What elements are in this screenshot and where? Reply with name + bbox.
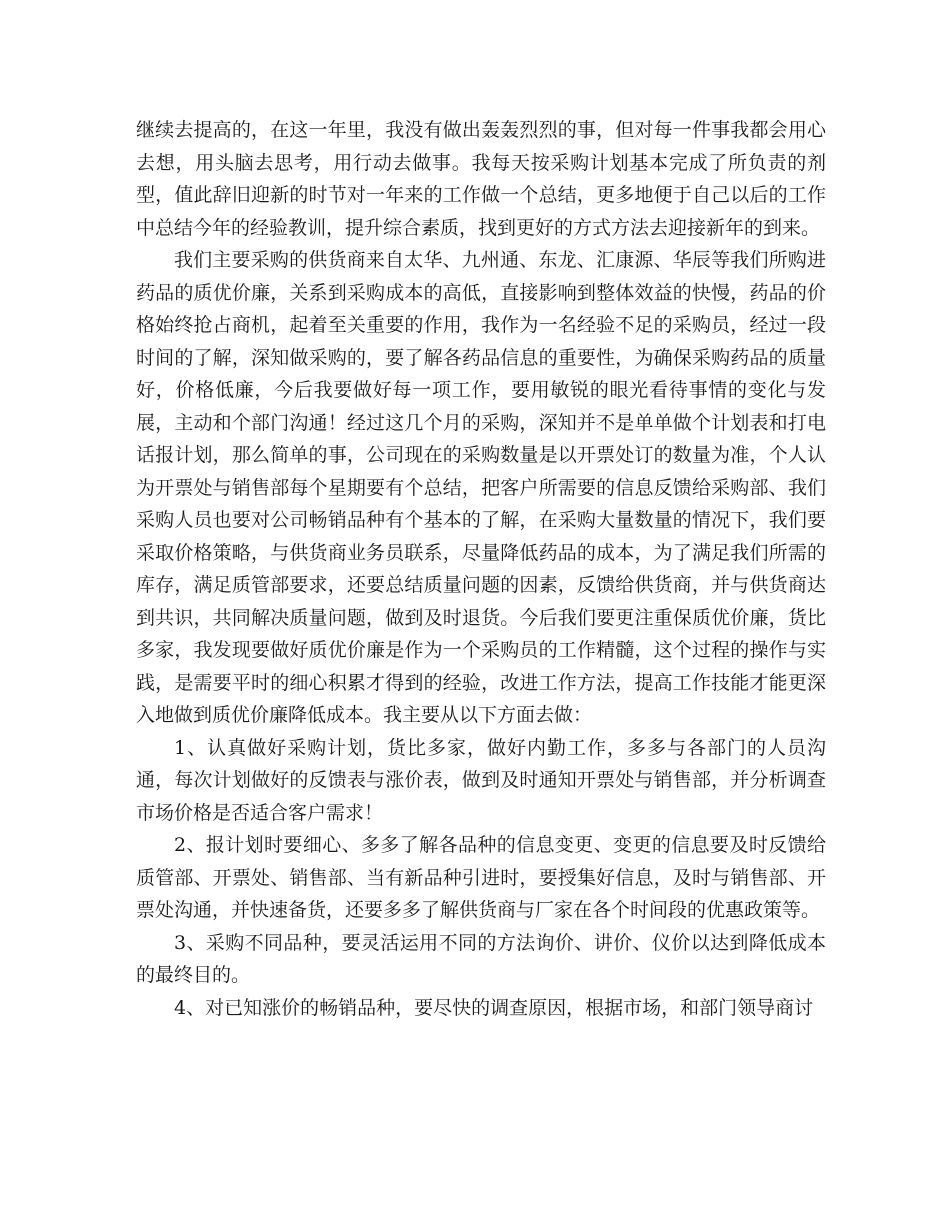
paragraph-item-4: 4、对已知涨价的畅销品种，要尽快的调查原因，根据市场，和部门领导商讨 <box>174 996 814 1019</box>
paragraph-suppliers: 我们主要采购的供货商来自太华、九州通、东龙、汇康源、华辰等我们所购进药品的质优价廉，关系到采购成本的高低，直接影响到整体效益的快慢，药品的价格始终抢占商机，起着至关重要的作用，我作为一名经验不足的采购员，经过一段时间的了解，深知做采购的，要了解各药品信息的重要性，为确保采购药品的质量好，价格低廉，今后我要做好每一项工作，要用敏锐的眼光看待事情的变化与发展，主动和个部门沟通！经过这几个月的采购，深知并不是单单做个计划表和打电话报计划，那么简单的事，公司现在的采购数量是以开票处订的数量为准，个人认为开票处与销售部每个星期要有个总结，把客户所需要的信息反馈给采购部、我们采购人员也要对公司畅销品种有个基本的了解，在采购大量数量的情况下，我们要采取价格策略，与供货商业务员联系，尽量降低药品的成本，为了满足我们所需的库存，满足质管部要求，还要总结质量问题的因素，反馈给供货商，并与供货商达到共识，共同解决质量问题，做到及时退货。今后我们要更注重保质优价廉，货比多家，我发现要做好质优价廉是作为一个采购员的工作精髓，这个过程的操作与实践，是需要平时的细心积累才得到的经验，改进工作方法，提高工作技能才能更深入地做到质优价廉降低成本。我主要从以下方面去做： <box>136 249 826 726</box>
paragraph-item-3: 3、采购不同品种，要灵活运用不同的方法询价、讲价、仪价以达到降低成本的最终目的。 <box>136 931 826 986</box>
paragraph-continuation: 继续去提高的，在这一年里，我没有做出轰轰烈烈的事，但对每一件事我都会用心去想，用头脑去思考，用行动去做事。我每天按采购计划基本完成了所负责的剂型，值此辞旧迎新的时节对一年来的工作做一个总结，更多地便于自己以后的工作中总结今年的经验教训，提升综合素质，找到更好的方式方法去迎接新年的到来。 <box>136 119 826 239</box>
paragraph-item-1: 1、认真做好采购计划，货比多家，做好内勤工作，多多与各部门的人员沟通，每次计划做好的反馈表与涨价表，做到及时通知开票处与销售部，并分析调查市场价格是否适合客户需求！ <box>136 736 826 824</box>
paragraph-item-2: 2、报计划时要细心、多多了解各品种的信息变更、变更的信息要及时反馈给质管部、开票处、销售部、当有新品种引进时，要授集好信息，及时与销售部、开票处沟通，并快速备货，还要多多了解供货商与厂家在各个时间段的优惠政策等。 <box>136 834 826 921</box>
document-body <box>136 114 826 1024</box>
